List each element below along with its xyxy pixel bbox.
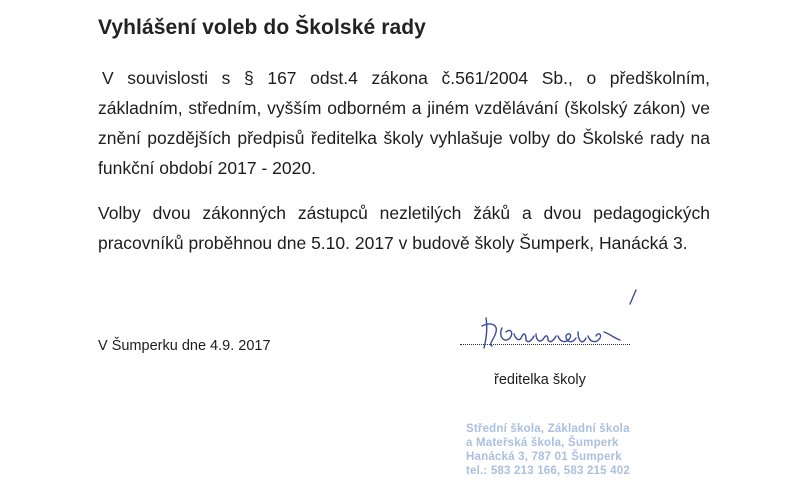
document-title: Vyhlášení voleb do Školské rady xyxy=(98,16,426,39)
election-details-paragraph: Volby dvou zákonných zástupců nezletilých žáků a dvou pedagogických pracovníků proběhnou dne 5.10. 2017 v budově školy Šumperk, Hanácká 3. xyxy=(98,203,710,253)
stamp-line: tel.: 583 213 166, 583 215 402 xyxy=(466,465,630,477)
signature-icon xyxy=(458,282,638,362)
stamp-line: a Mateřská škola, Šumperk xyxy=(466,437,619,449)
stamp-line: Střední škola, Základní škola xyxy=(466,423,630,435)
place-date: V Šumperku dne 4.9. 2017 xyxy=(98,338,271,354)
signature-line xyxy=(460,344,630,345)
signature-role: ředitelka školy xyxy=(494,372,586,388)
school-stamp xyxy=(466,422,656,478)
announcement-paragraph: V souvislosti s § 167 odst.4 zákona č.561/2004 Sb., o předškolním, základním, středním, vyšším odborném a jiném vzdělávání (školský zákon) ve znění pozdějších předpisů ředitelka školy vyhlašuje volby do Školské rady na funkční období 2017 - 2020. xyxy=(98,68,710,178)
stamp-line: Hanácká 3, 787 01 Šumperk xyxy=(466,451,622,463)
handwritten-signature xyxy=(458,282,638,362)
